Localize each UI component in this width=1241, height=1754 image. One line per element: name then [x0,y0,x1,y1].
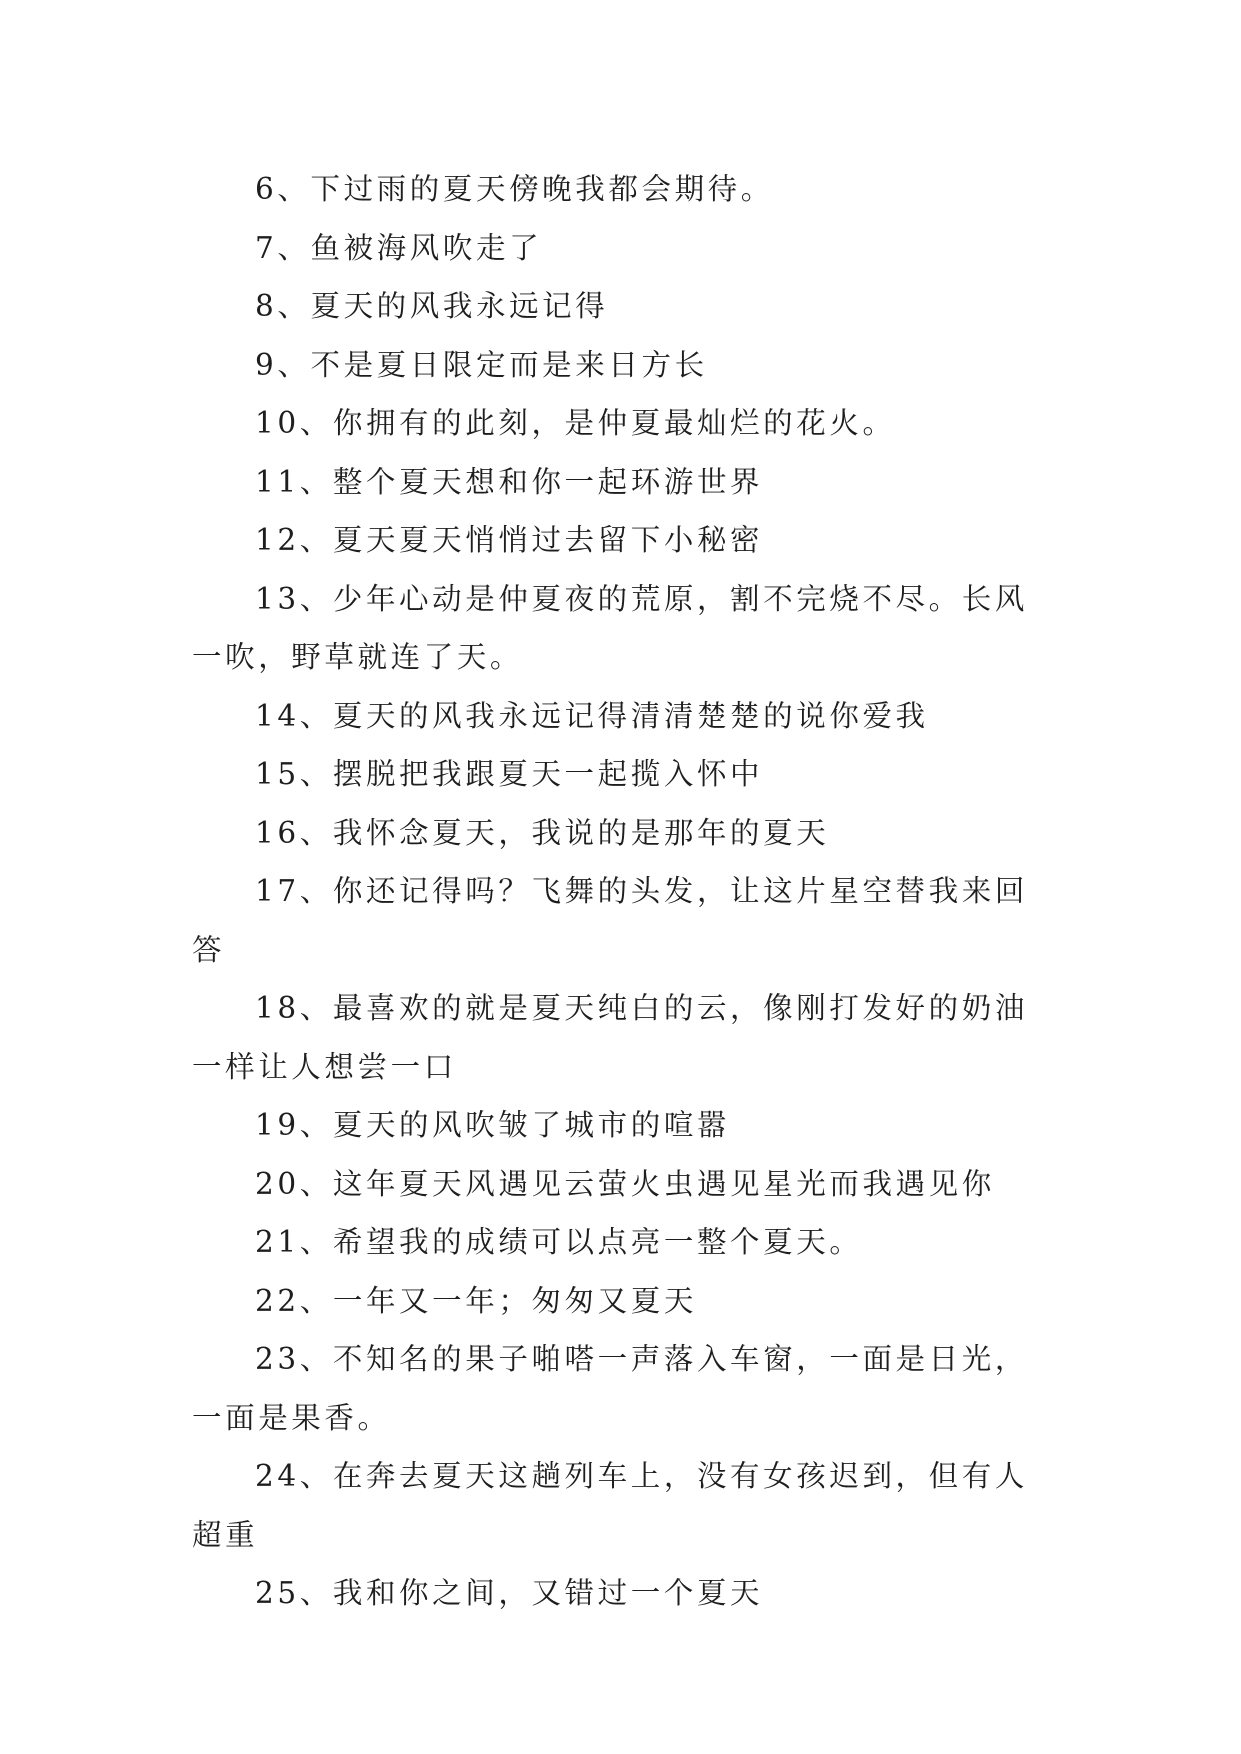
paragraph-18: 18、最喜欢的就是夏天纯白的云，像刚打发好的奶油一样让人想尝一口 [192,991,1028,1084]
paragraph-20: 20、这年夏天风遇见云萤火虫遇见星光而我遇见你 [255,1166,995,1201]
paragraph-12: 12、夏天夏天悄悄过去留下小秘密 [255,523,764,557]
paragraph-24: 24、在奔去夏天这趟列车上，没有女孩迟到，但有人超重 [192,1459,1028,1552]
paragraph-21: 21、希望我的成绩可以点亮一整个夏天。 [255,1225,863,1259]
paragraph-13: 13、少年心动是仲夏夜的荒原，割不完烧不尽。长风一吹，野草就连了天。 [192,581,1028,674]
paragraph-11: 11、整个夏天想和你一起环游世界 [255,464,764,499]
paragraph-9: 9、不是夏日限定而是来日方长 [255,347,708,382]
paragraph-8: 8、夏天的风我永远记得 [255,289,609,323]
paragraph-19: 19、夏天的风吹皱了城市的喧嚣 [255,1108,731,1142]
document-body [192,160,1052,1623]
paragraph-22: 22、一年又一年；匆匆又夏天 [255,1283,697,1318]
paragraph-7: 7、鱼被海风吹走了 [255,230,543,265]
paragraph-17: 17、你还记得吗？飞舞的头发，让这片星空替我来回答 [192,874,1028,967]
paragraph-15: 15、摆脱把我跟夏天一起揽入怀中 [255,757,764,791]
paragraph-6: 6、下过雨的夏天傍晚我都会期待。 [255,172,774,206]
paragraph-16: 16、我怀念夏天，我说的是那年的夏天 [255,815,830,850]
paragraph-25: 25、我和你之间，又错过一个夏天 [255,1576,764,1610]
paragraph-23: 23、不知名的果子啪嗒一声落入车窗，一面是日光，一面是果香。 [192,1342,1028,1435]
paragraph-14: 14、夏天的风我永远记得清清楚楚的说你爱我 [255,698,929,733]
paragraph-10: 10、你拥有的此刻，是仲夏最灿烂的花火。 [255,406,896,440]
